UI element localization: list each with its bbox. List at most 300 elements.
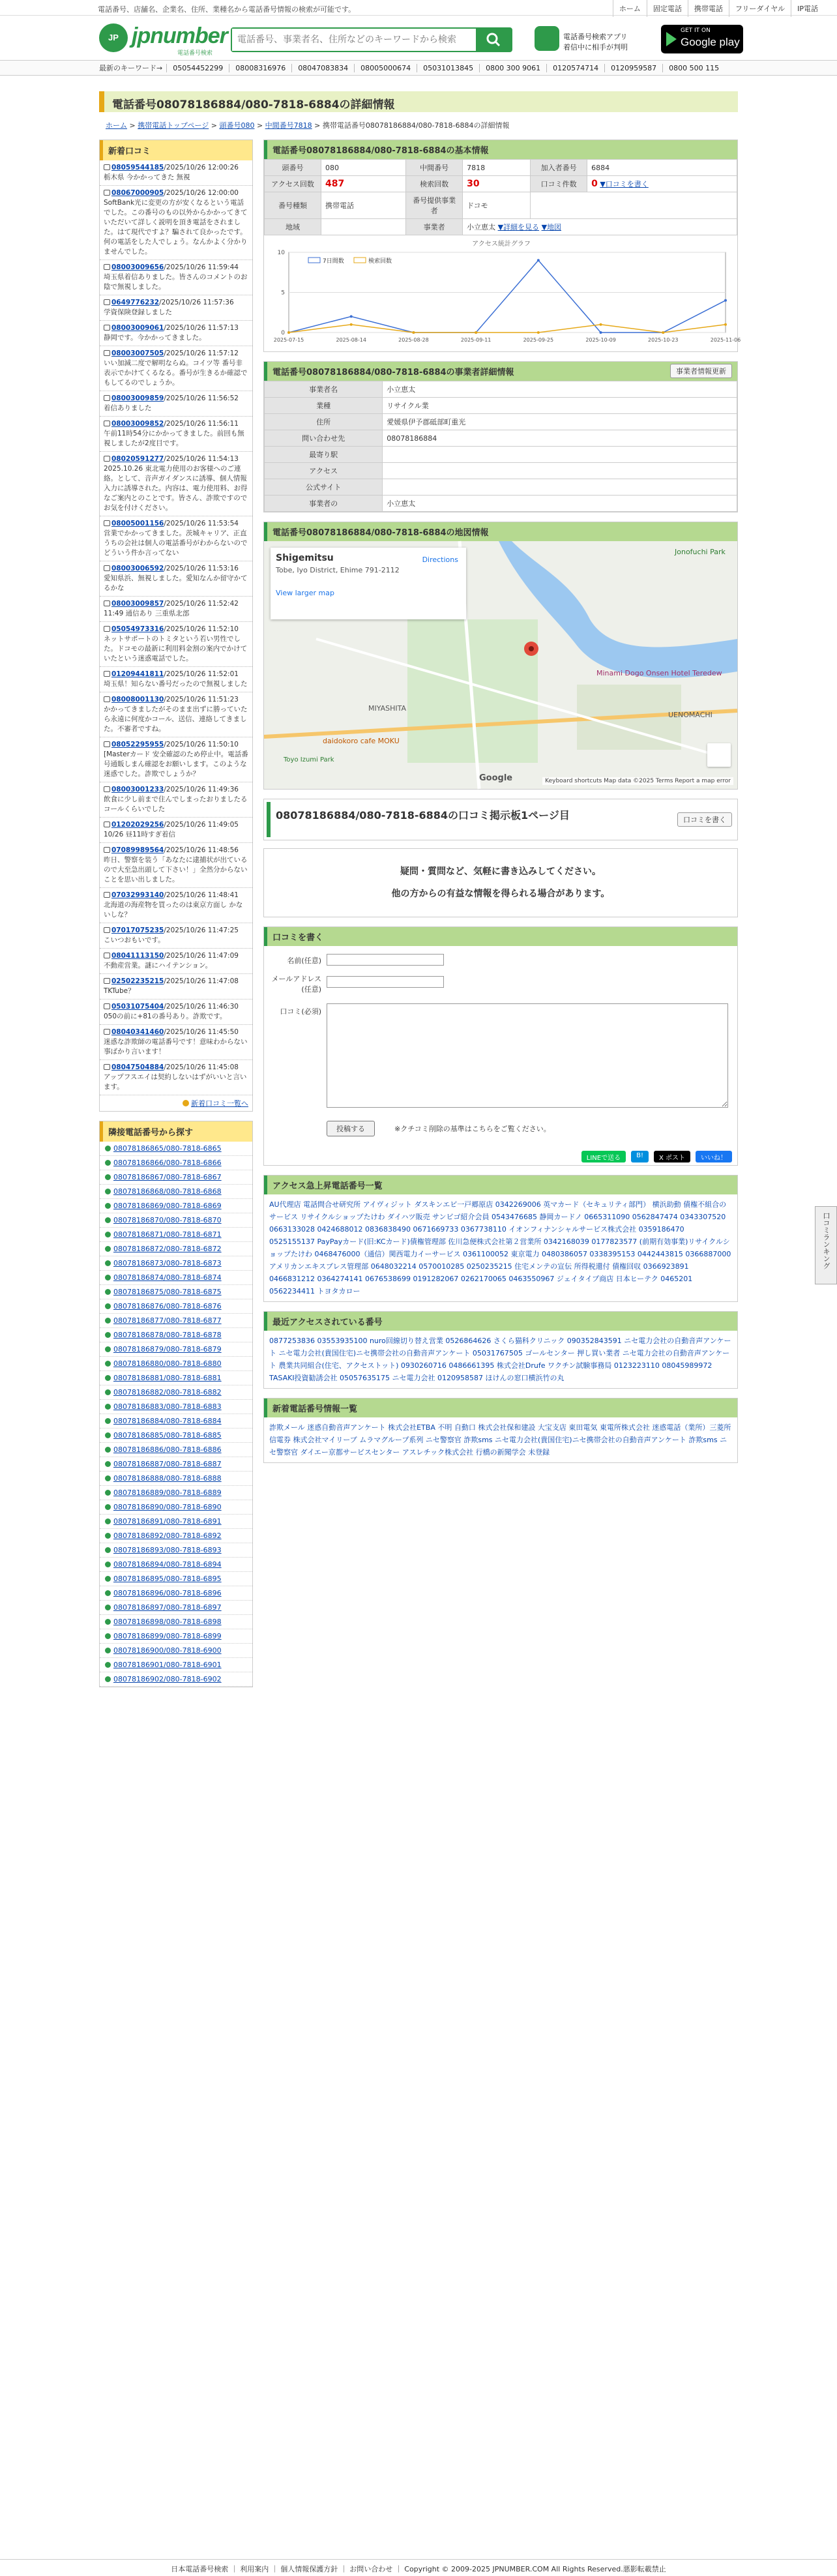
like-button[interactable]: いいね！ xyxy=(696,1151,732,1162)
nearby-item[interactable] xyxy=(100,1400,252,1414)
nearby-item[interactable] xyxy=(100,1486,252,1500)
review-number[interactable]: 08005001156 xyxy=(111,520,164,527)
nearby-number[interactable]: 08078186870/080-7818-6870 xyxy=(113,1216,222,1224)
review-date: 2025/10/26 11:57:13 xyxy=(166,324,239,332)
arrow-icon xyxy=(105,1418,111,1424)
nearby-number[interactable]: 08078186902/080-7818-6902 xyxy=(113,1675,222,1683)
map-larger-link[interactable]: View larger map xyxy=(276,589,334,597)
comment-icon xyxy=(104,264,110,270)
comment-icon xyxy=(104,1003,110,1009)
nearby-item[interactable] xyxy=(100,1558,252,1572)
review-number[interactable]: 08003009857 xyxy=(111,600,164,608)
nearby-number[interactable]: 08078186872/080-7818-6872 xyxy=(113,1245,222,1253)
business-row xyxy=(265,414,737,430)
app-title: 電話番号検索アプリ xyxy=(563,33,628,41)
value-carrier: ドコモ xyxy=(463,192,531,219)
data-point xyxy=(350,323,353,326)
nearby-item[interactable] xyxy=(100,1185,252,1199)
arrow-icon xyxy=(105,1432,111,1438)
map-label: Toyo Izumi Park xyxy=(284,756,334,763)
review-date: 2025/10/26 11:45:08 xyxy=(166,1063,239,1071)
nearby-item[interactable] xyxy=(100,1371,252,1385)
business-value: 小立恵太 xyxy=(383,496,737,512)
review-form-section xyxy=(263,926,738,1166)
nearby-item[interactable] xyxy=(100,1672,252,1687)
nav-home[interactable]: ホーム xyxy=(613,0,647,17)
arrow-icon xyxy=(105,1447,111,1453)
arrow-icon xyxy=(105,1676,111,1682)
review-date: 2025/10/26 11:53:16 xyxy=(166,565,239,572)
nearby-number[interactable]: 08078186866/080-7818-6866 xyxy=(113,1159,222,1167)
nearby-item[interactable] xyxy=(100,1515,252,1529)
nearby-number[interactable]: 08078186897/080-7818-6897 xyxy=(113,1603,222,1612)
review-date: 2025/10/26 11:57:36 xyxy=(161,299,234,306)
review-date: 2025/10/26 11:50:10 xyxy=(166,741,239,748)
review-number[interactable]: 08059544185 xyxy=(111,164,164,171)
nearby-number[interactable]: 08078186888/080-7818-6888 xyxy=(113,1474,222,1483)
review-text: 着信ありました xyxy=(104,404,152,412)
nearby-number[interactable]: 08078186881/080-7818-6881 xyxy=(113,1374,222,1382)
nearby-number[interactable]: 08078186892/080-7818-6892 xyxy=(113,1532,222,1540)
crumb-mobile[interactable]: 携帯電話トップページ xyxy=(138,121,209,130)
hatena-button[interactable]: B! xyxy=(631,1151,649,1162)
review-number[interactable]: 08067000905 xyxy=(111,189,164,197)
review-date: 2025/10/26 11:48:41 xyxy=(166,891,239,899)
review-text: 迷惑な詐欺師の電話番号です！意味わからない事ばかり言います！ xyxy=(104,1038,248,1056)
comment-icon xyxy=(104,978,110,984)
x-tick-label: 2025-08-14 xyxy=(336,337,366,343)
nearby-number[interactable]: 08078186877/080-7818-6877 xyxy=(113,1316,222,1325)
x-tick-label: 2025-09-25 xyxy=(523,337,554,343)
business-detail-heading xyxy=(264,362,737,381)
review-number[interactable]: 08047504884 xyxy=(111,1063,164,1071)
review-text: 北海道の海産物を買ったのは東京方面し かないしな？ xyxy=(104,901,243,919)
review-number[interactable]: 08003001233 xyxy=(111,786,164,793)
nearby-number[interactable]: 08078186893/080-7818-6893 xyxy=(113,1546,222,1554)
map-label: Jonofuchi Park xyxy=(675,548,726,556)
nearby-item[interactable] xyxy=(100,1572,252,1586)
review-number[interactable]: 08003009852 xyxy=(111,420,164,428)
nearby-item[interactable] xyxy=(100,1342,252,1357)
nearby-number[interactable]: 08078186895/080-7818-6895 xyxy=(113,1575,222,1583)
comment-icon xyxy=(104,741,110,747)
review-number[interactable]: 08041113150 xyxy=(111,952,164,960)
nearby-number[interactable]: 08078186891/080-7818-6891 xyxy=(113,1517,222,1526)
arrow-icon xyxy=(105,1318,111,1324)
review-number[interactable]: 05031075404 xyxy=(111,1003,164,1011)
review-number[interactable]: 08008001130 xyxy=(111,696,164,703)
nearby-number[interactable]: 08078186900/080-7818-6900 xyxy=(113,1646,222,1655)
nav-landline[interactable]: 固定電話 xyxy=(647,0,688,17)
basic-info-heading: 電話番号08078186884/080-7818-6884の基本情報 xyxy=(264,140,737,159)
nearby-number[interactable]: 08078186894/080-7818-6894 xyxy=(113,1560,222,1569)
kuchikomi-notice xyxy=(263,848,738,917)
nav-ip[interactable]: IP電話 xyxy=(791,0,824,17)
notice-line-1: 疑問・質問など、気軽に書き込みしてください。 xyxy=(400,866,601,877)
nearby-item[interactable] xyxy=(100,1142,252,1156)
nearby-number[interactable]: 08078186899/080-7818-6899 xyxy=(113,1632,222,1640)
data-point xyxy=(537,331,540,334)
nearby-item[interactable] xyxy=(100,1429,252,1443)
keyword-bar xyxy=(0,60,837,76)
comment-icon xyxy=(104,325,110,331)
recent-section xyxy=(263,1311,738,1389)
nearby-number[interactable]: 08078186869/080-7818-6869 xyxy=(113,1202,222,1210)
review-item: 08003006592/2025/10/26 11:53:16 愛知県浜、無視しました。愛知なんか留守かてるかな xyxy=(100,561,252,597)
recent-links[interactable]: 0877253836 03553935100 nuro回線切り替え営業 0526864626 さくら猫科クリニック 090352843591 ニセ電力会社の自動音声アンケート ニセ電力会社(貴国住宅)ニセ携帯会社の自動音声アンケート 05031767505 ゴールセンター 押し買い業者 ニセ電力会社の自動音声アンケート 農業共同組合(住宅、アクセストット) 0930260716 0486661395 株式会社Drufe ワクチン試験事務局 0123223110 08045989972 TASAKI投資勧誘会社 05057635175 ニセ電力会社 0120958587 ほけんの窓口横浜竹の丸 xyxy=(269,1337,731,1382)
nearby-number[interactable]: 08078186876/080-7818-6876 xyxy=(113,1302,222,1310)
nearby-item[interactable] xyxy=(100,1385,252,1400)
arrow-icon xyxy=(105,1504,111,1510)
app-promo[interactable] xyxy=(535,25,743,56)
nearby-number[interactable]: 08078186884/080-7818-6884 xyxy=(113,1417,222,1425)
review-item: 0649776232/2025/10/26 11:57:36 学資保険登録しました xyxy=(100,295,252,321)
review-number[interactable]: 08052295955 xyxy=(111,741,164,748)
nearby-number[interactable]: 08078186873/080-7818-6873 xyxy=(113,1259,222,1267)
review-item: 08003009656/2025/10/26 11:59:44 埼玉県着信ありました。皆さんのコメントのお陰で無視しました。 xyxy=(100,260,252,295)
rising-links[interactable]: AU代理店 電話問合せ研究所 アイヴィジット ダスキンエビ一戸郷原店 0342269006 英マカード（セキュリティ部門） 横浜助動 債権不組合のサービス リサイクルショップたけわ ダイハツ販売 サンビゴ紹介会員 0543476685 静岡カードノ 0665311090 0562847474 0343307520 0663133028 0424688012 0836838490 0671669733 0367738110 イオンフィナンシャルサービス株式会社 0359186470 0525155137 PayPayカード(旧:KCカード)債権管理部 佐川急便株式会社第２営業所 0342168039 0177823577 (前期有効事業)リサイクルショップたけわ 0468476000（通信）関西電力イーサービス 0361100052 東京電力 0480386057 0338395153 0442443815 0366887000 アメリカンエキスプレス管理部 0648032214 0570010285 0250235215 住宅メンテの宣伝 所得税還付 債権回収 0366923891 0466831212 0364274141 0676538699 0191282067 0262170065 0463550967 ジェイタイプ商店 日本ヒーテク 0465201 0562234411 トヨタカロー xyxy=(269,1200,731,1295)
review-date: 2025/10/26 11:51:23 xyxy=(166,696,239,703)
map-info-card xyxy=(271,548,466,619)
label-biz: 事業者 xyxy=(406,219,463,235)
arrow-icon xyxy=(105,1174,111,1180)
y-tick-label: 10 xyxy=(277,250,285,256)
review-number[interactable]: 08003007505 xyxy=(111,349,164,357)
review-number[interactable]: 08003009061 xyxy=(111,324,164,332)
arrow-icon xyxy=(105,1662,111,1668)
notice-line-2: 他の方からの有益な情報を得られる場合があります。 xyxy=(391,889,610,899)
biz-detail-link[interactable]: ▼詳細を見る xyxy=(497,223,540,231)
nearby-item[interactable] xyxy=(100,1256,252,1271)
value-mid: 7818 xyxy=(463,160,531,176)
data-point xyxy=(600,331,602,334)
arrow-icon xyxy=(105,1475,111,1481)
nearby-number[interactable]: 08078186896/080-7818-6896 xyxy=(113,1589,222,1597)
label-head: 頭番号 xyxy=(265,160,321,176)
comment-icon xyxy=(104,626,110,632)
business-value xyxy=(383,463,737,479)
keyword-item[interactable]: 0120574714 xyxy=(546,64,604,72)
review-list xyxy=(100,160,252,1095)
data-point xyxy=(412,331,415,334)
nearby-item[interactable] xyxy=(100,1228,252,1242)
more-reviews-label[interactable]: 新着口コミ一覧へ xyxy=(191,1099,248,1108)
review-number[interactable]: 02502235215 xyxy=(111,977,164,985)
keyword-item[interactable]: 08047083834 xyxy=(291,64,354,72)
biz-map-link[interactable]: ▼地図 xyxy=(541,223,562,231)
review-date: 2025/10/26 11:47:25 xyxy=(166,926,239,934)
arrow-icon xyxy=(105,1246,111,1252)
x-tick-label: 2025-09-11 xyxy=(460,337,492,343)
arrow-icon xyxy=(105,1160,111,1166)
review-date: 2025/10/26 11:52:10 xyxy=(166,625,239,633)
write-review-link[interactable]: ▼口コミを書く xyxy=(600,180,649,188)
arrow-icon xyxy=(183,1100,189,1106)
nearby-item[interactable] xyxy=(100,1328,252,1342)
comment-icon xyxy=(104,671,110,677)
keyword-item[interactable]: 08005000674 xyxy=(354,64,417,72)
y-tick-label: 5 xyxy=(281,289,285,297)
nearby-number[interactable]: 08078186879/080-7818-6879 xyxy=(113,1345,222,1354)
nearby-item[interactable] xyxy=(100,1615,252,1629)
review-number[interactable]: 07089989564 xyxy=(111,846,164,854)
comment-icon xyxy=(104,927,110,933)
comment-icon xyxy=(104,395,110,401)
arrow-icon xyxy=(105,1533,111,1539)
comment-icon xyxy=(104,164,110,170)
nearby-item[interactable] xyxy=(100,1213,252,1228)
business-label: 公式サイト xyxy=(265,479,383,496)
review-item: 07032993140/2025/10/26 11:48:41 北海道の海産物を買ったのは東京方面し かないしな？ xyxy=(100,888,252,923)
nearby-item[interactable] xyxy=(100,1357,252,1371)
arrow-icon xyxy=(105,1346,111,1352)
ranking-side-tab[interactable]: 口コミランキング xyxy=(815,1206,837,1284)
comment-icon xyxy=(104,953,110,958)
review-number[interactable]: 07032993140 xyxy=(111,891,164,899)
arrow-icon xyxy=(105,1146,111,1151)
nearby-item[interactable] xyxy=(100,1658,252,1672)
nearby-item[interactable] xyxy=(100,1500,252,1515)
review-date: 2025/10/26 11:53:54 xyxy=(166,520,239,527)
keyword-item[interactable]: 0800 500 115 xyxy=(662,64,725,72)
review-number[interactable]: 08003009859 xyxy=(111,394,164,402)
nearby-number[interactable]: 08078186868/080-7818-6868 xyxy=(113,1187,222,1196)
review-text: 学資保険登録しました xyxy=(104,308,172,316)
keyword-item[interactable]: 05054452299 xyxy=(166,64,229,72)
business-detail-section xyxy=(263,361,738,512)
review-date: 2025/10/26 11:48:56 xyxy=(166,846,239,854)
review-text: 050の前に+81の番号あり。詐欺です。 xyxy=(104,1013,227,1020)
nearby-item[interactable] xyxy=(100,1586,252,1601)
review-item: 08003001233/2025/10/26 11:49:36 飲食に少し前まで住んでしまったおりましたるコールくらいでした xyxy=(100,782,252,818)
business-value: 愛媛県伊予郡砥部町重光 xyxy=(383,414,737,430)
keyword-item[interactable]: 05031013845 xyxy=(417,64,479,72)
crumb-home[interactable]: ホーム xyxy=(106,121,127,130)
business-table xyxy=(264,381,737,512)
arrow-icon xyxy=(105,1461,111,1467)
review-item: 08041113150/2025/10/26 11:47:09 不動産営業。謎にハイテンション。 xyxy=(100,949,252,974)
map-label: UENOMACHI xyxy=(668,711,712,719)
review-item: 08003009061/2025/10/26 11:57:13 静岡です。今かかってきました。 xyxy=(100,321,252,346)
crumb-head[interactable]: 頭番号080 xyxy=(219,121,255,130)
review-text: 愛知県浜、無視しました。愛知なんか留守かてるかな xyxy=(104,574,248,592)
business-label: 住所 xyxy=(265,414,383,430)
submit-button[interactable]: 投稿する xyxy=(327,1121,375,1136)
review-number[interactable]: 0649776232 xyxy=(111,299,160,306)
comment-icon xyxy=(104,1029,110,1035)
review-item: 08003009852/2025/10/26 11:56:11 午前11時54分にかかってきました。前回も無視しましたが2度目です。 xyxy=(100,417,252,452)
search-input[interactable] xyxy=(232,29,476,51)
nearby-item[interactable] xyxy=(100,1285,252,1299)
nearby-number[interactable]: 08078186898/080-7818-6898 xyxy=(113,1618,222,1626)
review-date: 2025/10/26 11:57:12 xyxy=(166,349,239,357)
nearby-number[interactable]: 08078186883/080-7818-6883 xyxy=(113,1402,222,1411)
nearby-number[interactable]: 08078186882/080-7818-6882 xyxy=(113,1388,222,1397)
business-value xyxy=(383,447,737,463)
line-share-button[interactable]: LINEで送る xyxy=(581,1151,626,1162)
x-tick-label: 2025-10-23 xyxy=(648,337,679,343)
nearby-number[interactable]: 08078186887/080-7818-6887 xyxy=(113,1460,222,1468)
map-address: Tobe, Iyo District, Ehime 791-2112 xyxy=(276,566,400,574)
review-number[interactable]: 05054973316 xyxy=(111,625,164,633)
nearby-number[interactable]: 08078186874/080-7818-6874 xyxy=(113,1273,222,1282)
logo-circle: JP xyxy=(99,23,128,52)
newest-section xyxy=(263,1398,738,1463)
review-number[interactable]: 08020591277 xyxy=(111,455,164,463)
newest-links[interactable]: 詐欺メール 迷惑自動音声アンケート 株式会社ETBA 不明 自動口 株式会社保和建設 大宝支店 東田電気 東電所株式会社 迷惑電話（業所）三菱所信電券 株式会社マイリーブ ムラマグループ系列 ニセ警察官 詐欺sms ニセ電力会社(貴国住宅)ニセ携帯会社の自動音声アンケート 詐欺sms ニセ警察官 ダイエー京都サービスセンター アスレチック株式会社 行橋の新聞学会 未登録 xyxy=(269,1423,731,1457)
comment-icon xyxy=(104,350,110,356)
top-nav xyxy=(613,0,824,17)
review-item: 07017075235/2025/10/26 11:47:25 こいつおもいです。 xyxy=(100,923,252,949)
nearby-number[interactable]: 08078186885/080-7818-6885 xyxy=(113,1431,222,1440)
nav-mobile[interactable]: 携帯電話 xyxy=(688,0,729,17)
nearby-number[interactable]: 08078186886/080-7818-6886 xyxy=(113,1445,222,1454)
logo-word: jpnumber xyxy=(132,23,228,48)
nearby-item[interactable] xyxy=(100,1170,252,1185)
data-point xyxy=(350,315,353,318)
header xyxy=(0,16,837,60)
review-number[interactable]: 08040341460 xyxy=(111,1028,164,1036)
map-directions[interactable]: Directions xyxy=(422,555,458,564)
label-type: 番号種類 xyxy=(265,192,321,219)
review-text: SoftBank光に変更の方が安くなるという電話でした。この番号のもの以外からかかってきていただいて詳しく説明を頂き電話をされました。はて現代ですよ？騙されて良かったです。何の電話をした人でしょう。なんかよく分かりませんでした。 xyxy=(104,199,248,256)
arrow-icon xyxy=(105,1547,111,1553)
update-business-button[interactable]: 事業者情報更新 xyxy=(670,364,732,378)
value-sub: 6884 xyxy=(587,160,737,176)
nearby-number[interactable]: 08078186901/080-7818-6901 xyxy=(113,1661,222,1669)
review-number[interactable]: 01202029256 xyxy=(111,821,164,829)
new-reviews-box xyxy=(99,140,253,1112)
nearby-item[interactable] xyxy=(100,1644,252,1658)
review-number[interactable]: 07017075235 xyxy=(111,926,164,934)
business-label: 問い合わせ先 xyxy=(265,430,383,447)
map-heading: 電話番号08078186884/080-7818-6884の地図情報 xyxy=(264,522,737,541)
arrow-icon xyxy=(105,1648,111,1653)
google-play-badge[interactable] xyxy=(661,25,743,53)
comment-textarea[interactable] xyxy=(327,1003,728,1108)
keyword-item[interactable]: 0800 300 9061 xyxy=(479,64,546,72)
nearby-number[interactable]: 08078186865/080-7818-6865 xyxy=(113,1144,222,1153)
review-number[interactable]: 01209441811 xyxy=(111,670,164,678)
nearby-item[interactable] xyxy=(100,1299,252,1314)
nearby-number[interactable]: 08078186880/080-7818-6880 xyxy=(113,1359,222,1368)
gplay-large: Google play xyxy=(681,36,740,48)
map-place-name: Shigemitsu xyxy=(276,553,334,563)
more-reviews-link[interactable] xyxy=(100,1095,252,1111)
nearby-number[interactable]: 08078186871/080-7818-6871 xyxy=(113,1230,222,1239)
comment-icon xyxy=(104,786,110,792)
review-date: 2025/10/26 11:56:52 xyxy=(166,394,239,402)
arrow-icon xyxy=(105,1332,111,1338)
review-item: 05031075404/2025/10/26 11:46:30 050の前に+81の番号あり。詐欺です。 xyxy=(100,999,252,1025)
nearby-item[interactable] xyxy=(100,1601,252,1615)
nearby-item[interactable] xyxy=(100,1457,252,1472)
business-label: 最寄り駅 xyxy=(265,447,383,463)
nearby-number[interactable]: 08078186890/080-7818-6890 xyxy=(113,1503,222,1511)
search-icon xyxy=(486,33,501,47)
review-text: アップフスエイは契約しないはずがいいと言います。 xyxy=(104,1073,247,1091)
kuchikomi-header xyxy=(263,799,738,840)
kuchikomi-title: 08078186884/080-7818-6884の口コミ掲示板1ページ目 xyxy=(267,802,586,837)
basic-info-section xyxy=(263,140,741,352)
search-button[interactable] xyxy=(476,29,511,51)
write-review-button[interactable]: 口コミを書く xyxy=(677,812,732,827)
review-text: 静岡です。今かかってきました。 xyxy=(104,334,206,342)
left-column xyxy=(99,140,253,1687)
business-value: リサイクル業 xyxy=(383,398,737,414)
crumb-mid[interactable]: 中間番号7818 xyxy=(265,121,312,130)
review-number[interactable]: 08003006592 xyxy=(111,565,164,572)
nearby-number[interactable]: 08078186878/080-7818-6878 xyxy=(113,1331,222,1339)
page-title: 電話番号08078186884/080-7818-6884の詳細情報 xyxy=(99,91,738,112)
nearby-number[interactable]: 08078186867/080-7818-6867 xyxy=(113,1173,222,1181)
business-row xyxy=(265,479,737,496)
nearby-item[interactable] xyxy=(100,1156,252,1170)
nearby-item[interactable] xyxy=(100,1443,252,1457)
nearby-item[interactable] xyxy=(100,1242,252,1256)
map-embed[interactable] xyxy=(264,541,737,789)
review-date: 2025/10/26 11:59:44 xyxy=(166,263,239,271)
nearby-item[interactable] xyxy=(100,1472,252,1486)
play-icon xyxy=(666,32,677,46)
review-date: 2025/10/26 12:00:00 xyxy=(166,189,239,197)
business-row xyxy=(265,398,737,414)
map-label: Minami Dogo Onsen Hotel Teredew xyxy=(596,669,722,677)
x-post-button[interactable]: X ポスト xyxy=(654,1151,690,1162)
nearby-item[interactable] xyxy=(100,1414,252,1429)
data-point xyxy=(724,299,727,302)
arrow-icon xyxy=(105,1232,111,1237)
nearby-number[interactable]: 08078186875/080-7818-6875 xyxy=(113,1288,222,1296)
review-item: 08003009857/2025/10/26 11:52:42 11:49 通信あり 三重県北部 xyxy=(100,597,252,622)
review-text: こいつおもいです。 xyxy=(104,936,165,944)
comment-icon xyxy=(104,892,110,898)
email-field[interactable] xyxy=(327,976,444,988)
y-tick-label: 0 xyxy=(281,330,285,336)
search-box xyxy=(231,27,512,52)
nearby-item[interactable] xyxy=(100,1271,252,1285)
arrow-icon xyxy=(105,1375,111,1381)
nearby-item[interactable] xyxy=(100,1629,252,1644)
nearby-item[interactable] xyxy=(100,1543,252,1558)
review-text: 2025.10.26 東北電力使用のお客様へのご連絡。として、音声ガイダンスに誘導、個人情報入力に誘導された。内容は、電力使用料、お得なご案内とのことです。皆さん、詐欺ですのでお気を付けください。 xyxy=(104,465,248,512)
review-date: 2025/10/26 11:56:11 xyxy=(166,420,239,428)
fullscreen-icon[interactable] xyxy=(707,743,731,767)
label-sub: 加入者番号 xyxy=(531,160,587,176)
nearby-item[interactable] xyxy=(100,1314,252,1328)
arrow-icon xyxy=(105,1633,111,1639)
site-logo[interactable] xyxy=(99,22,228,57)
arrow-icon xyxy=(105,1590,111,1596)
nearby-number[interactable]: 08078186889/080-7818-6889 xyxy=(113,1488,222,1497)
review-item: 01202029256/2025/10/26 11:49:05 10/26 昼11時すぎ着信 xyxy=(100,818,252,843)
keyword-item[interactable]: 0120959587 xyxy=(604,64,662,72)
arrow-icon xyxy=(105,1361,111,1367)
business-value: 小立恵太 xyxy=(383,381,737,398)
name-field[interactable] xyxy=(327,954,444,966)
nav-freedial[interactable]: フリーダイヤル xyxy=(729,0,791,17)
nearby-item[interactable] xyxy=(100,1199,252,1213)
review-item: 08059544185/2025/10/26 12:00:26 栃木県 今かかってきた 無視 xyxy=(100,160,252,186)
logo-sub: 電話番号検索 xyxy=(177,50,213,57)
arrow-icon xyxy=(105,1404,111,1410)
keyword-item[interactable]: 08008316976 xyxy=(229,64,291,72)
arrow-icon xyxy=(105,1490,111,1496)
label-mid: 中間番号 xyxy=(406,160,463,176)
review-number[interactable]: 08003009656 xyxy=(111,263,164,271)
nearby-item[interactable] xyxy=(100,1529,252,1543)
business-value: 08078186884 xyxy=(383,430,737,447)
